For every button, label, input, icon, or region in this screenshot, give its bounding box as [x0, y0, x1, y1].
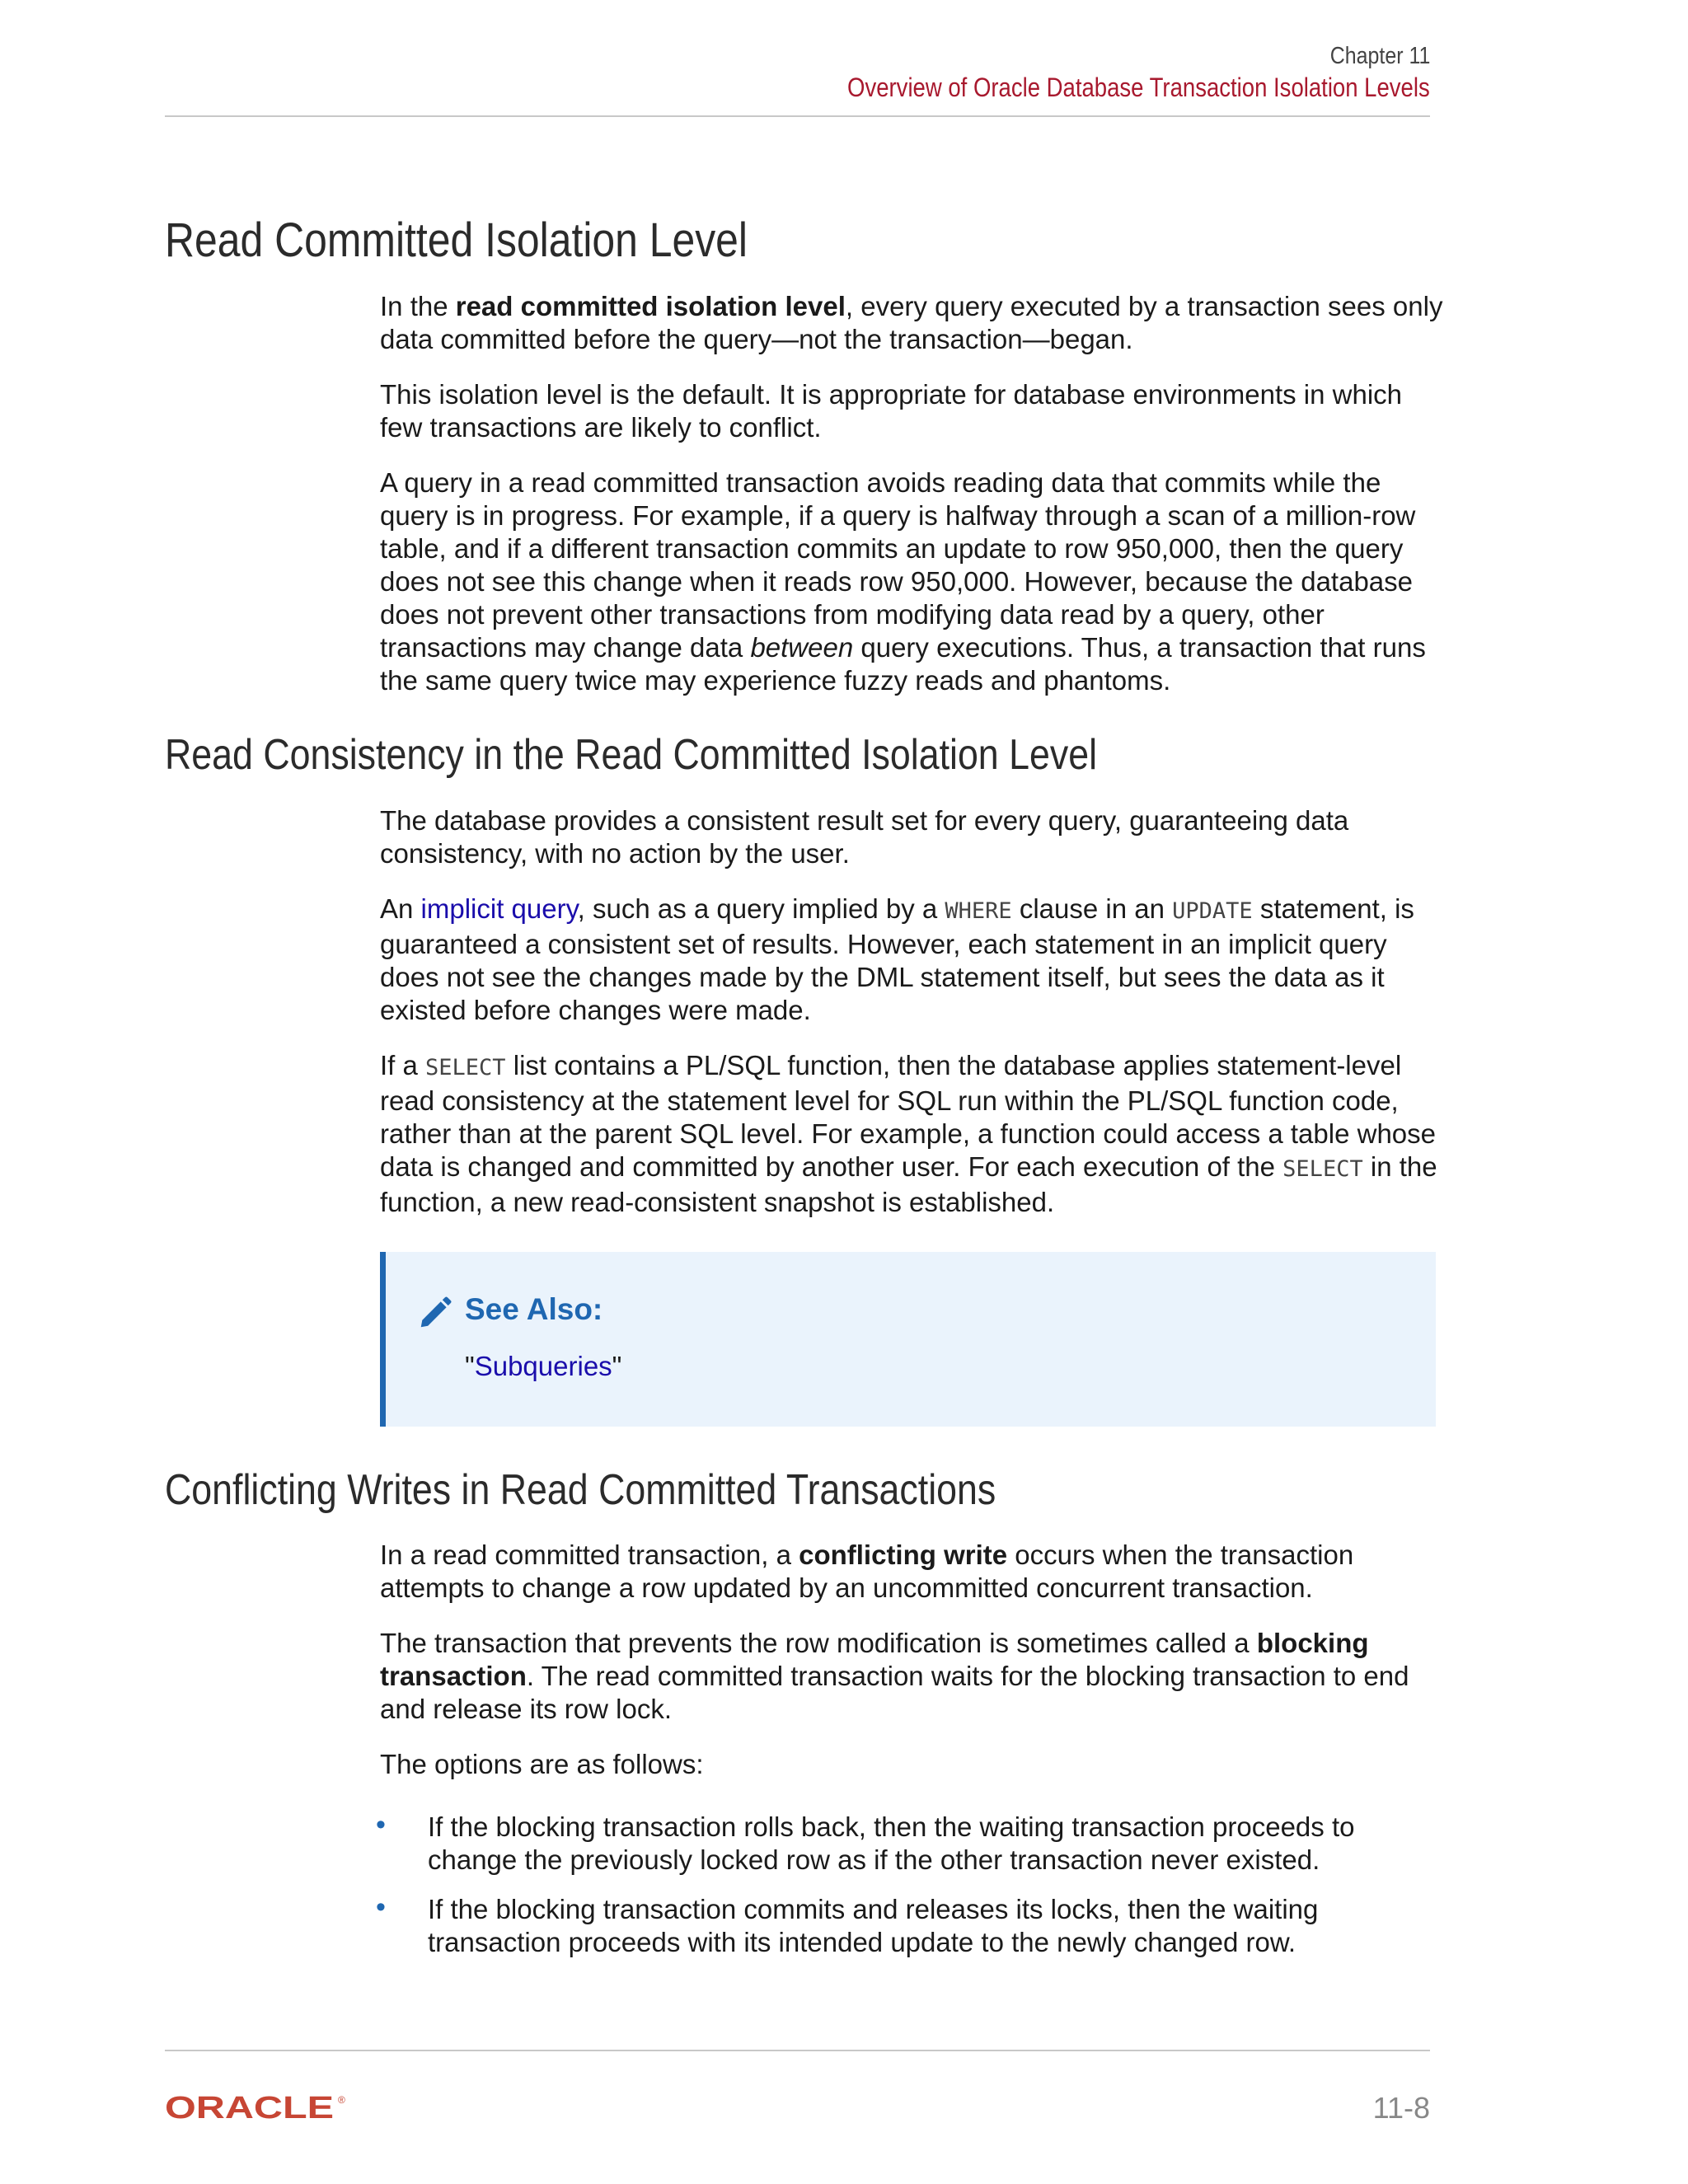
see-also-callout [380, 1252, 1436, 1427]
list-item: If the blocking transaction commits and releases its locks, then the waiting transaction proceeds with its intended update to the newly changed row. [428, 1894, 1319, 1957]
paragraph: The database provides a consistent result set for every query, guaranteeing data consistency, with no action by the user. [380, 805, 1349, 869]
section-body-read-committed [380, 290, 1443, 697]
bullet-marker: • [376, 1891, 386, 1923]
footer-divider [165, 2050, 1430, 2051]
section-heading-read-committed: Read Committed Isolation Level [165, 213, 748, 267]
code-update: UPDATE [1172, 898, 1253, 924]
paragraph: An implicit query, such as a query implied by a WHERE clause in an UPDATE statement, is guaranteed a consistent set of results. However, each statement in an implicit query does not see the changes made by the DML statement itself, but sees the data as it existed before changes were made. [380, 893, 1414, 1025]
section-heading-conflicting-writes: Conflicting Writes in Read Committed Transactions [165, 1466, 996, 1514]
code-where: WHERE [945, 898, 1012, 924]
term-bold: blocking transaction [380, 1628, 1369, 1691]
paragraph: In a read committed transaction, a conflicting write occurs when the transaction attempts to change a row updated by an uncommitted concurrent transaction. [380, 1540, 1354, 1603]
see-also-title: See Also: [465, 1292, 603, 1326]
emphasis: between [750, 632, 854, 663]
oracle-logo [165, 2092, 350, 2125]
subqueries-link[interactable]: Subqueries [474, 1351, 612, 1381]
page-number: 11-8 [1372, 2091, 1430, 2125]
term-bold: read committed isolation level [455, 291, 846, 321]
chapter-title: Overview of Oracle Database Transaction Isolation Levels [847, 73, 1430, 102]
header-divider [165, 115, 1430, 117]
section-heading-read-consistency: Read Consistency in the Read Committed Isolation Level [165, 731, 1098, 779]
paragraph: If a SELECT list contains a PL/SQL function, then the database applies statement-level read consistency at the statement level for SQL run within the PL/SQL function code, rather than at the parent SQL level. For example, a function could access a table whose data is changed and committed by another user. For each execution of the SELECT in the function, a new read-consistent snapshot is established. [380, 1050, 1437, 1217]
svg-text:ORACLE: ORACLE [165, 2092, 334, 2125]
implicit-query-link[interactable]: implicit query [420, 893, 578, 924]
bullet-marker: • [376, 1809, 386, 1840]
paragraph: A query in a read committed transaction avoids reading data that commits while the query is in progress. For example, if a query is halfway through a scan of a million-row table, and if a different transaction commits an update to row 950,000, then the query does not see this change when it reads row 950,000. However, because the database does not prevent other transactions from modifying data read by a query, other transactions may change data between query executions. Thus, a transaction that runs the same query twice may experience fuzzy reads and phantoms. [380, 467, 1426, 696]
paragraph: The options are as follows: [380, 1749, 704, 1779]
pencil-icon [416, 1294, 454, 1332]
see-also-reference: "Subqueries" [465, 1351, 622, 1381]
paragraph: The transaction that prevents the row modification is sometimes called a blocking transaction. The read committed transaction waits for the blocking transaction to end and release its row lock. [380, 1628, 1409, 1724]
code-select: SELECT [425, 1055, 506, 1080]
list-item: If the blocking transaction rolls back, then the waiting transaction proceeds to change the previously locked row as if the other transaction never existed. [428, 1811, 1355, 1875]
section-body-read-consistency [380, 804, 1443, 1219]
paragraph: This isolation level is the default. It is appropriate for database environments in which few transactions are likely to conflict. [380, 379, 1402, 443]
paragraph: In the read committed isolation level, every query executed by a transaction sees only data committed before the query—not the transaction—began. [380, 291, 1443, 354]
svg-text:®: ® [338, 2094, 345, 2106]
chapter-label: Chapter 11 [1329, 43, 1430, 69]
term-bold: conflicting write [799, 1540, 1008, 1570]
section-body-conflicting-writes [380, 1539, 1443, 1781]
code-select: SELECT [1282, 1156, 1363, 1182]
